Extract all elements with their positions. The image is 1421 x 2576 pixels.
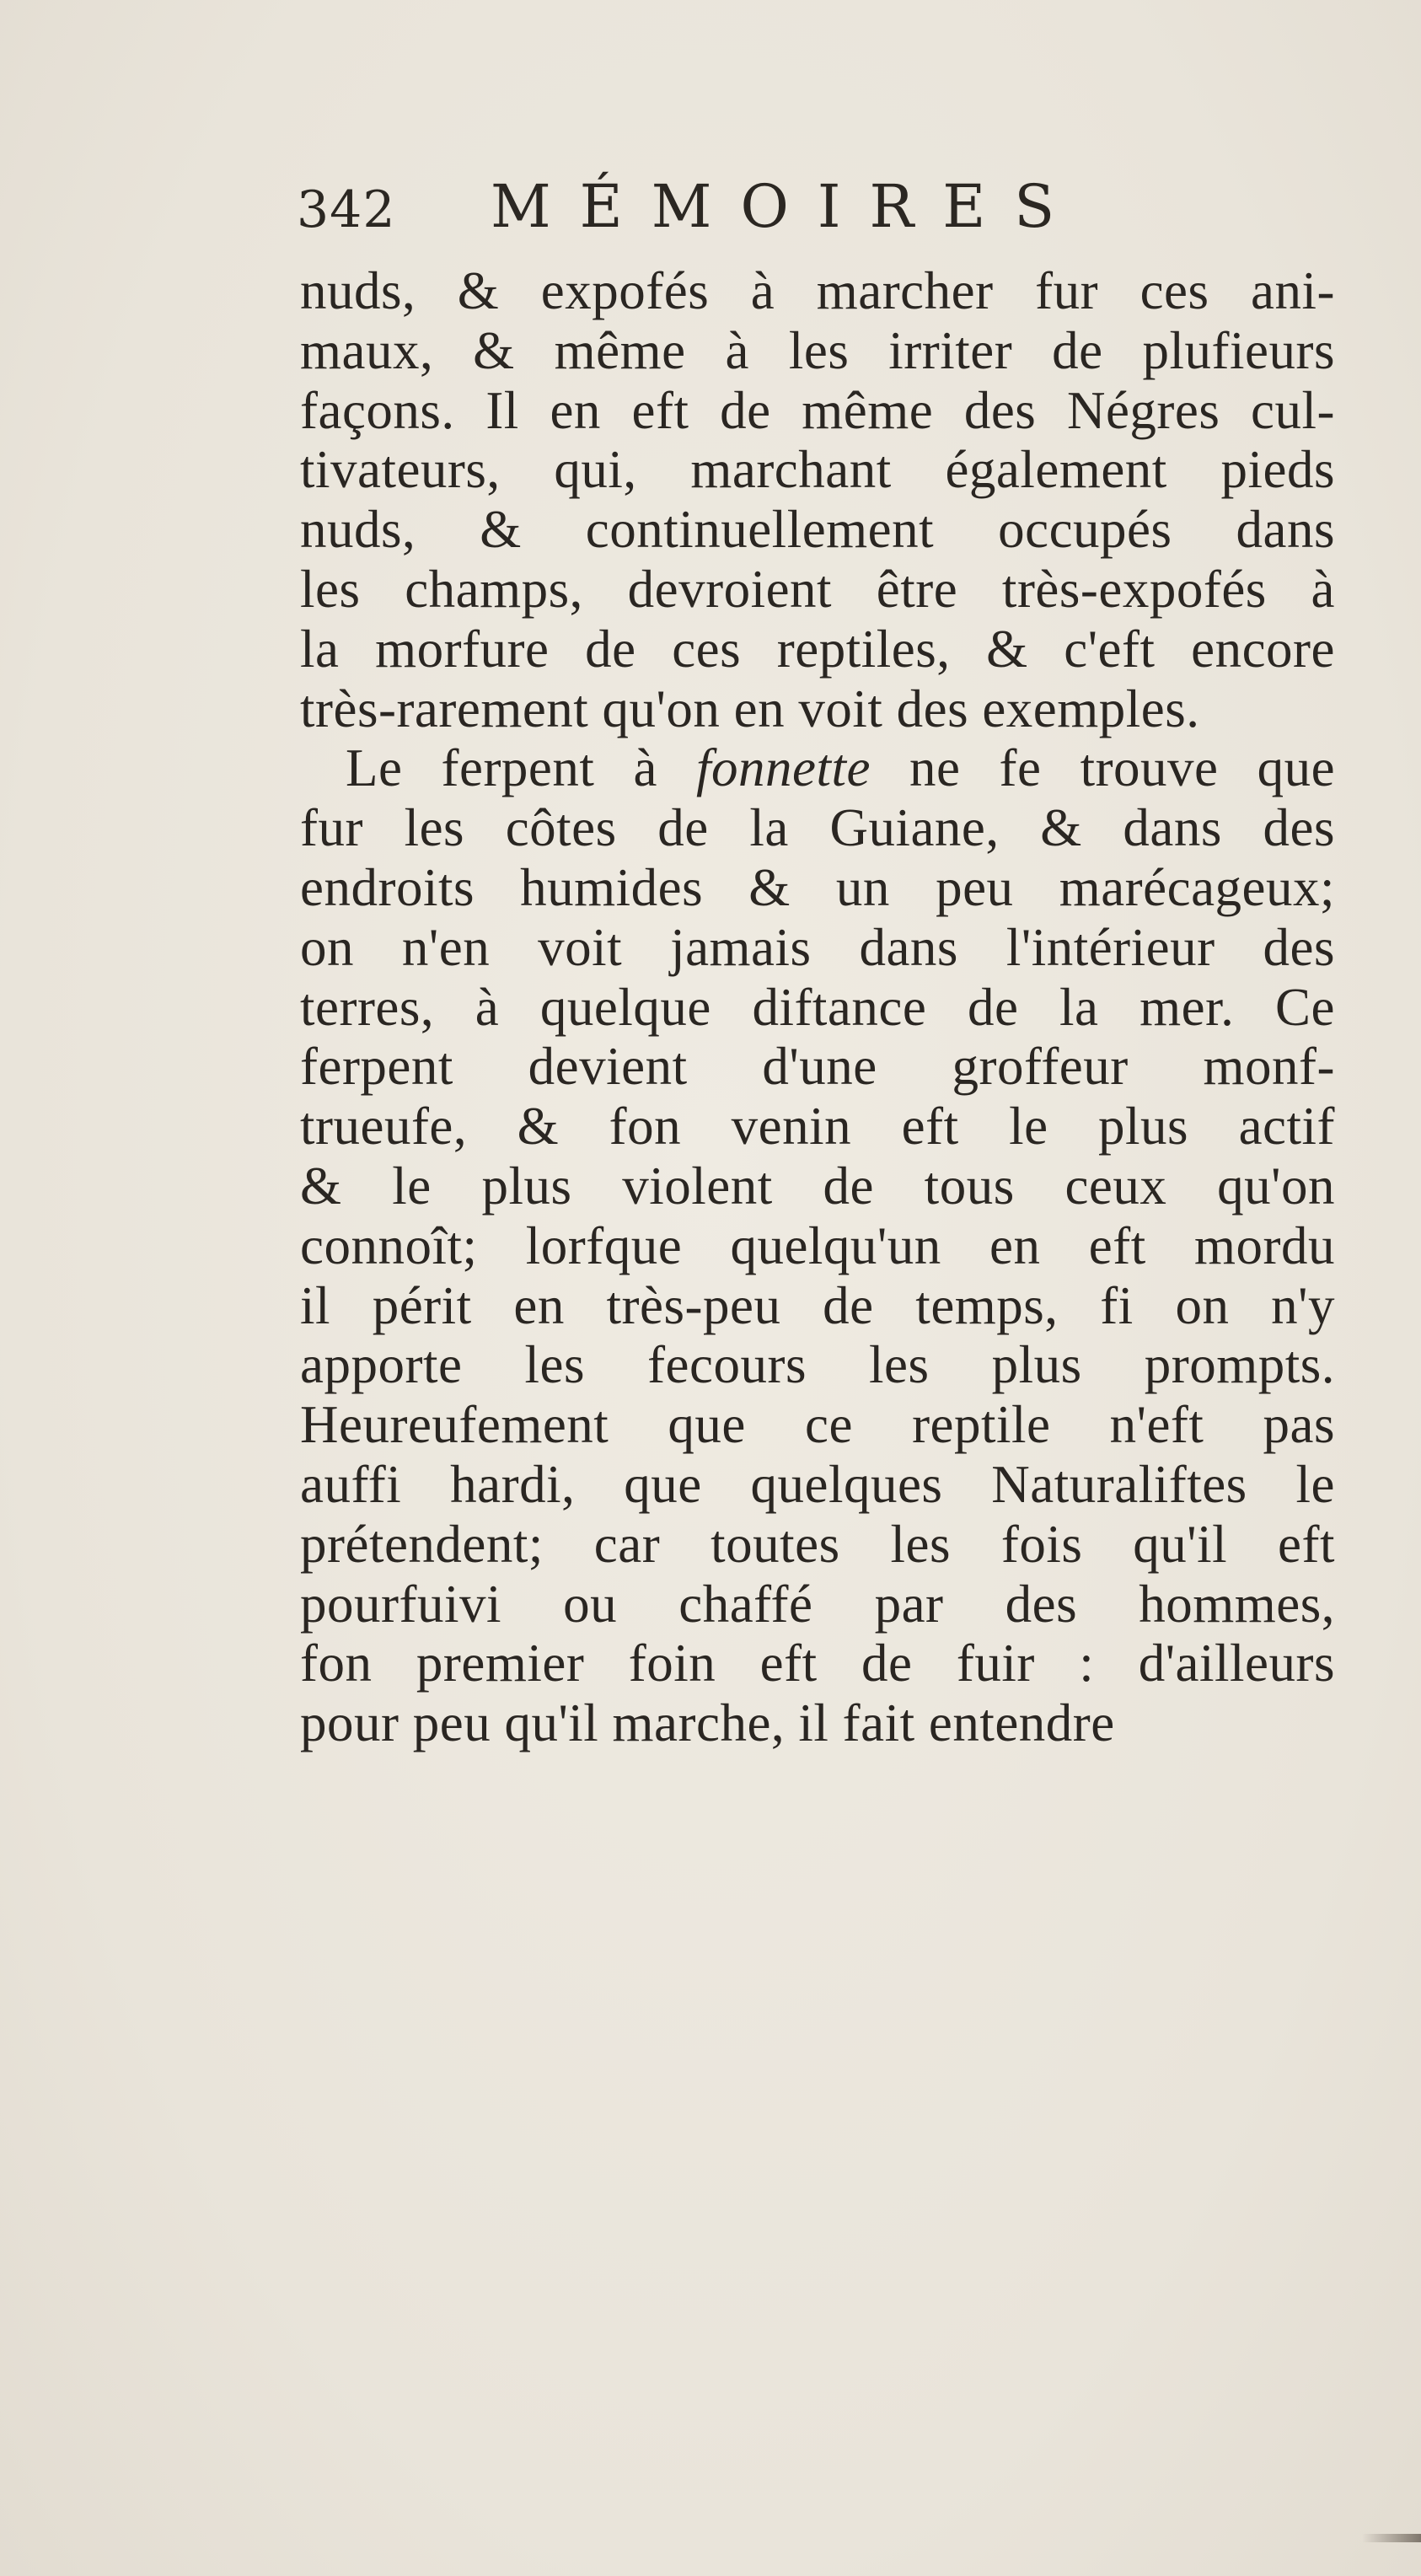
text-line-12: on n'en voit jamais dans l'intérieur des xyxy=(300,917,1335,977)
running-title: MÉMOIRES xyxy=(491,172,1084,241)
text-line-22: prétendent; car toutes les fois qu'il eft xyxy=(300,1514,1335,1574)
text-line-13: terres, à quelque diftance de la mer. Ce xyxy=(300,977,1335,1037)
text-line-14: ferpent devient d'une groffeur monf- xyxy=(300,1037,1335,1097)
text-line-6: les champs, devroient être très-expofés à xyxy=(300,559,1335,619)
text-line-9-tail: ne fe trouve que xyxy=(909,738,1336,798)
text-line-15: trueufe, & fon venin eft le plus actif xyxy=(300,1097,1335,1157)
text-line-24: fon premier foin eft de fuir : d'ailleurs xyxy=(300,1634,1335,1693)
italic-term: fonnette xyxy=(696,738,871,798)
text-line-7: la morfure de ces reptiles, & c'eft encore xyxy=(300,619,1335,679)
text-line-3: façons. Il en eft de même des Négres cul- xyxy=(300,380,1335,440)
page-edge-mark xyxy=(1362,2534,1421,2542)
text-line-23: pourfuivi ou chaffé par des hommes, xyxy=(300,1574,1335,1634)
text-line-11: endroits humides & un peu marécageux; xyxy=(300,857,1335,917)
text-line-9-lead: Le ferpent à xyxy=(346,738,657,798)
text-line-25: pour peu qu'il marche, il fait entendre xyxy=(300,1693,1115,1753)
text-line-20: Heureufement que ce reptile n'eft pas xyxy=(300,1395,1335,1455)
text-line-10: fur les côtes de la Guiane, & dans des xyxy=(300,798,1335,858)
text-line-9 xyxy=(300,738,1335,798)
text-line-2: maux, & même à les irriter de plufieurs xyxy=(300,320,1335,380)
text-line-18: il périt en très-peu de temps, fi on n'y xyxy=(300,1275,1335,1335)
text-line-5: nuds, & continuellement occupés dans xyxy=(300,500,1335,560)
text-line-1: nuds, & expofés à marcher fur ces ani- xyxy=(300,261,1335,320)
text-line-17: connoît; lorfque quelqu'un en eft mordu xyxy=(300,1216,1335,1275)
text-line-8: très-rarement qu'on en voit des exemples. xyxy=(300,679,1200,738)
text-line-19: apporte les fecours les plus prompts. xyxy=(300,1335,1335,1395)
running-head xyxy=(297,165,1139,250)
text-line-4: tivateurs, qui, marchant également pieds xyxy=(300,440,1335,500)
text-line-21: auffi hardi, que quelques Naturaliftes le xyxy=(300,1454,1335,1514)
text-line-16: & le plus violent de tous ceux qu'on xyxy=(300,1156,1335,1216)
page-number: 342 xyxy=(297,180,396,239)
body-text xyxy=(300,261,1335,1753)
